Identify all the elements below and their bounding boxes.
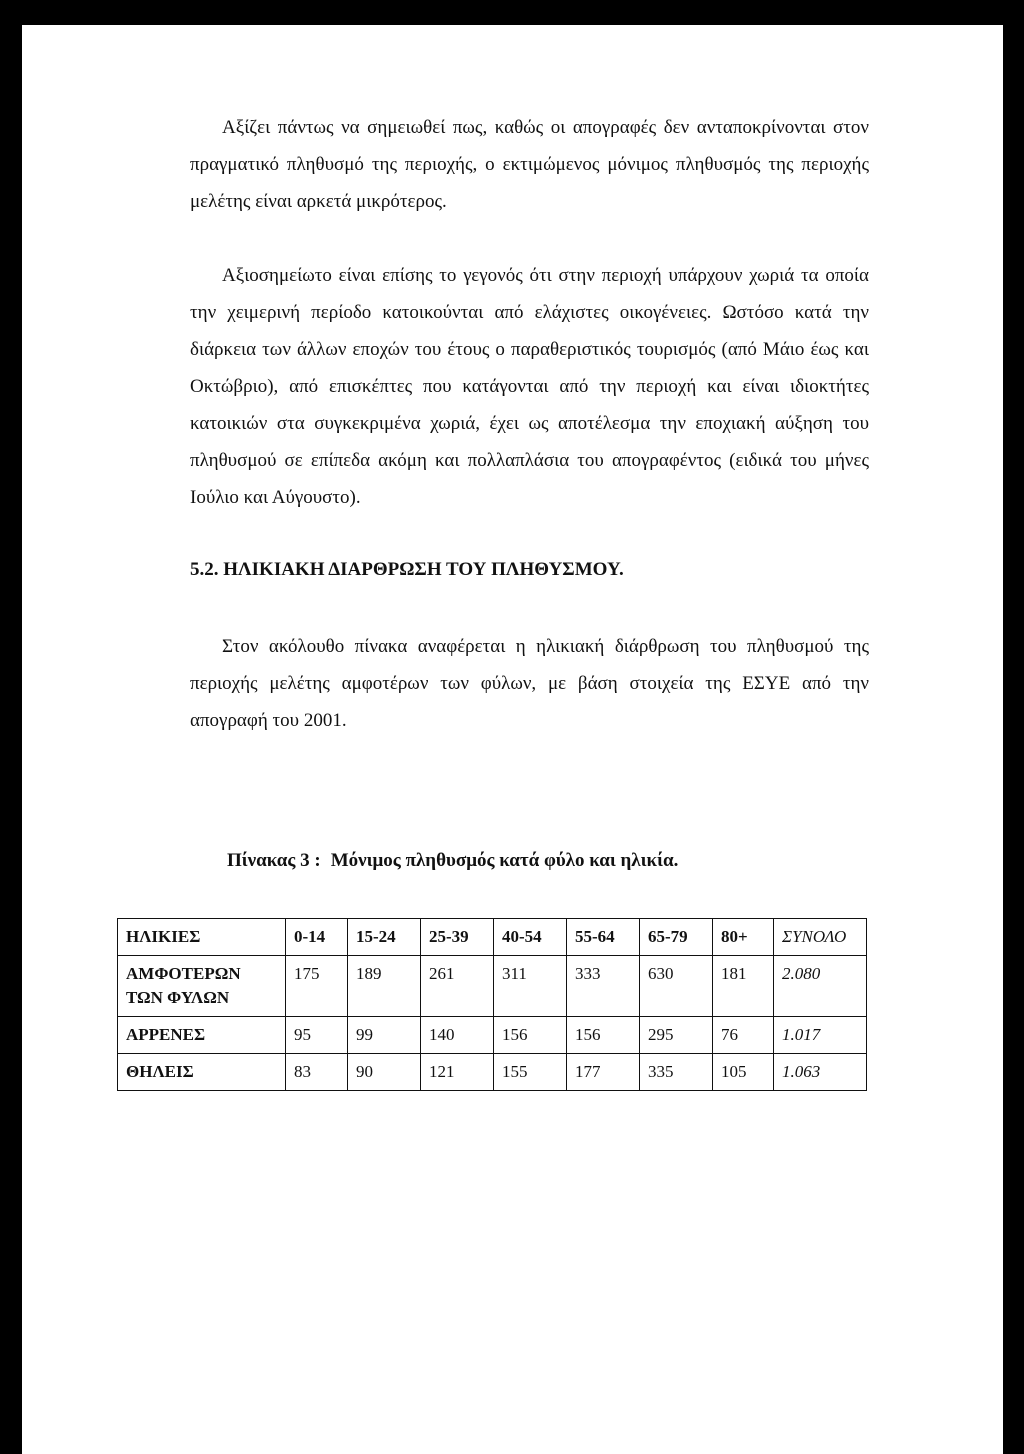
age-distribution-table xyxy=(117,918,867,1091)
paragraph-text: Στον ακόλουθο πίνακα αναφέρεται η ηλικιακή διάρθρωση του πληθυσμού της περιοχής μελέτης αμφοτέρων των φύλων, με βάση στοιχεία της ΕΣΥΕ από την απογραφή του 2001. xyxy=(190,636,869,731)
table-row xyxy=(118,956,867,1017)
table-caption xyxy=(227,842,678,879)
row-label: ΑΡΡΕΝΕΣ xyxy=(118,1017,286,1054)
table-row xyxy=(118,1054,867,1091)
table-cell: 335 xyxy=(640,1054,713,1091)
header-cell: 80+ xyxy=(713,919,774,956)
table-cell: 156 xyxy=(567,1017,640,1054)
paragraph-text: Αξίζει πάντως να σημειωθεί πως, καθώς οι απογραφές δεν ανταποκρίνονται στον πραγματικό πληθυσμό της περιοχής, ο εκτιμώμενος μόνιμος πληθυσμός της περιοχής μελέτης είναι αρκετά μικρότερος. xyxy=(190,117,869,212)
table-cell: 105 xyxy=(713,1054,774,1091)
table-cell-total: 1.017 xyxy=(774,1017,867,1054)
table-cell: 333 xyxy=(567,956,640,1017)
paragraph-text: Αξιοσημείωτο είναι επίσης το γεγονός ότι στην περιοχή υπάρχουν χωριά τα οποία την χειμερινή περίοδο κατοικούνται από ελάχιστες οικογένειες. Ωστόσο κατά την διάρκεια των άλλων εποχών του έτους ο παραθεριστικός τουρισμός (από Μάιο έως και Οκτώβριο), από επισκέπτες που κατάγονται από την περιοχή και είναι ιδιοκτήτες κατοικιών στα συγκεκριμένα χωριά, έχει ως αποτέλεσμα την εποχιακή αύξηση του πληθυσμού σε επίπεδα ακόμη και πολλαπλάσια του απογραφέντος (ειδικά του μήνες Ιούλιο και Αύγουστο). xyxy=(190,265,869,508)
header-cell: 15-24 xyxy=(348,919,421,956)
header-cell: 0-14 xyxy=(286,919,348,956)
table-row xyxy=(118,1017,867,1054)
table-cell: 121 xyxy=(421,1054,494,1091)
header-cell: 40-54 xyxy=(494,919,567,956)
table-cell: 189 xyxy=(348,956,421,1017)
header-cell-total: ΣΥΝΟΛΟ xyxy=(774,919,867,956)
table-cell: 83 xyxy=(286,1054,348,1091)
table-cell: 175 xyxy=(286,956,348,1017)
header-cell: 55-64 xyxy=(567,919,640,956)
table-cell: 76 xyxy=(713,1017,774,1054)
section-heading: 5.2. ΗΛΙΚΙΑΚΗ ΔΙΑΡΘΡΩΣΗ ΤΟΥ ΠΛΗΘΥΣΜΟΥ. xyxy=(190,559,624,580)
row-label: ΑΜΦΟΤΕΡΩΝ ΤΩΝ ΦΥΛΩΝ xyxy=(118,956,286,1017)
table-cell: 295 xyxy=(640,1017,713,1054)
table-cell: 140 xyxy=(421,1017,494,1054)
table-cell: 181 xyxy=(713,956,774,1017)
header-cell: 65-79 xyxy=(640,919,713,956)
paragraph-population-estimate xyxy=(190,109,869,220)
paragraph-seasonal-population xyxy=(190,257,869,516)
table-cell: 155 xyxy=(494,1054,567,1091)
header-cell: ΗΛΙΚΙΕΣ xyxy=(118,919,286,956)
paragraph-table-intro xyxy=(190,628,869,739)
document-page xyxy=(22,25,1003,1454)
table-cell-total: 2.080 xyxy=(774,956,867,1017)
table-cell: 630 xyxy=(640,956,713,1017)
table-cell: 311 xyxy=(494,956,567,1017)
table-cell: 177 xyxy=(567,1054,640,1091)
table-cell: 261 xyxy=(421,956,494,1017)
table-header-row xyxy=(118,919,867,956)
table-cell-total: 1.063 xyxy=(774,1054,867,1091)
table-cell: 99 xyxy=(348,1017,421,1054)
table-cell: 156 xyxy=(494,1017,567,1054)
table-caption-text: Μόνιμος πληθυσμός κατά φύλο και ηλικία. xyxy=(330,850,679,871)
row-label: ΘΗΛΕΙΣ xyxy=(118,1054,286,1091)
table-caption-number: Πίνακας 3 : xyxy=(227,850,321,871)
table-cell: 90 xyxy=(348,1054,421,1091)
table-cell: 95 xyxy=(286,1017,348,1054)
header-cell: 25-39 xyxy=(421,919,494,956)
